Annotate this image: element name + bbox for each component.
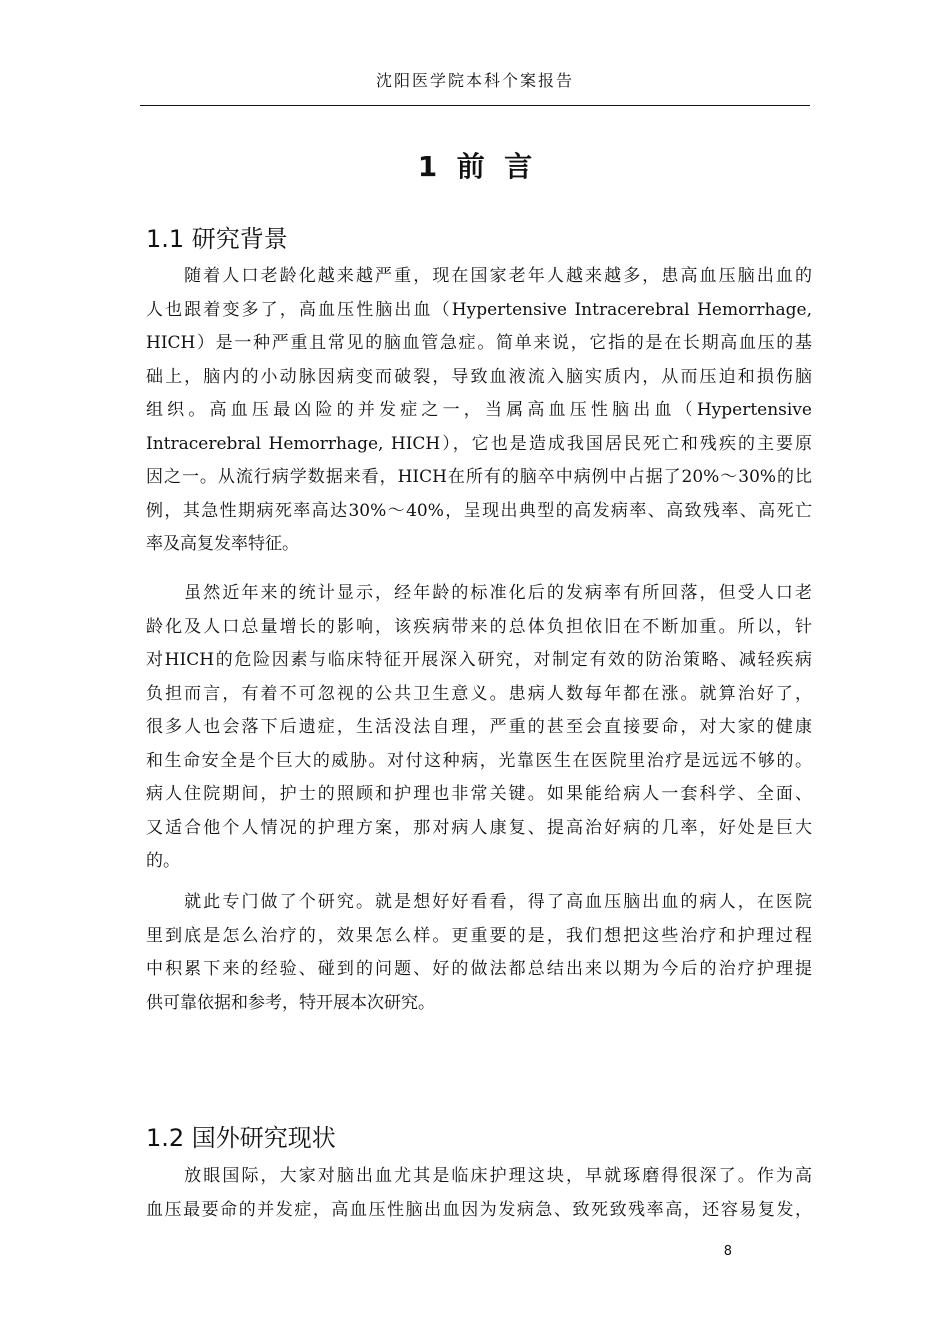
paragraph-background-1 (146, 260, 812, 562)
text-line: 础上，脑内的小动脉因病变而破裂，导致血液流入脑实质内，从而压迫和损伤脑 (146, 366, 812, 387)
text-line: 例，其急性期病死率高达30%～40%，呈现出典型的高发病率、高致残率、高死亡 (146, 500, 812, 521)
text-line: 人也跟着变多了，高血压性脑出血（Hypertensive Intracerebral Hemorrhage, (146, 299, 812, 320)
paragraph-foreign-research-1 (146, 1160, 812, 1227)
text-line: 随着人口老龄化越来越严重，现在国家老年人越来越多，患高血压脑出血的 (146, 266, 812, 286)
text-line: 因之一。从流行病学数据来看，HICH在所有的脑卒中病例中占据了20%～30%的比 (146, 467, 812, 487)
section-heading-foreign-research: 1.2 国外研究现状 (146, 1124, 336, 1152)
text-line: 很多人也会落下后遗症，生活没法自理，严重的甚至会直接要命，对大家的健康 (146, 717, 812, 737)
text-line: 对HICH的危险因素与临床特征开展深入研究，对制定有效的防治策略、减轻疾病 (146, 650, 812, 670)
paragraph-background-2 (146, 577, 812, 879)
text-line: 组织。高血压最凶险的并发症之一，当属高血压性脑出血（Hypertensive (146, 400, 812, 420)
text-line: 就此专门做了个研究。就是想好好看看，得了高血压脑出血的病人，在医院 (146, 892, 812, 912)
chapter-title: 1 前 言 (417, 150, 533, 183)
section-heading-background: 1.1 研究背景 (146, 225, 288, 253)
text-line: 血压最要命的并发症，高血压性脑出血因为发病急、致死致残率高，还容易复发， (146, 1199, 812, 1220)
paragraph-background-3 (146, 886, 812, 1020)
text-line: 又适合他个人情况的护理方案，那对病人康复、提高治好病的几率，好处是巨大 (146, 817, 812, 838)
text-line: 负担而言，有着不可忽视的公共卫生意义。患病人数每年都在涨。就算治好了， (146, 683, 812, 704)
text-line: Intracerebral Hemorrhage, HICH），它也是造成我国居民死亡和残疾的主要原 (146, 433, 812, 454)
running-header: 沈阳医学院本科个案报告 (375, 71, 574, 90)
text-line: 放眼国际，大家对脑出血尤其是临床护理这块，早就琢磨得很深了。作为高 (146, 1166, 812, 1186)
text-line: 病人住院期间，护士的照顾和护理也非常关键。如果能给病人一套科学、全面、 (146, 784, 812, 804)
header-rule (140, 105, 810, 106)
text-line: 中积累下来的经验、碰到的问题、好的做法都总结出来以期为今后的治疗护理提 (146, 959, 812, 979)
text-line: 虽然近年来的统计显示，经年龄的标准化后的发病率有所回落，但受人口老 (146, 583, 812, 603)
text-line: 龄化及人口总量增长的影响，该疾病带来的总体负担依旧在不断加重。所以，针 (146, 616, 812, 637)
page-number: 8 (723, 1244, 732, 1259)
text-line: 和生命安全是个巨大的威胁。对付这种病，光靠医生在医院里治疗是远远不够的。 (146, 750, 812, 771)
text-line: 里到底是怎么治疗的，效果怎么样。更重要的是，我们想把这些治疗和护理过程 (146, 925, 812, 946)
text-line: 率及高复发率特征。 (146, 534, 299, 554)
text-line: 的。 (146, 851, 180, 871)
text-line: 供可靠依据和参考，特开展本次研究。 (146, 992, 435, 1013)
text-line: HICH）是一种严重且常见的脑血管急症。简单来说，它指的是在长期高血压的基 (146, 333, 812, 353)
